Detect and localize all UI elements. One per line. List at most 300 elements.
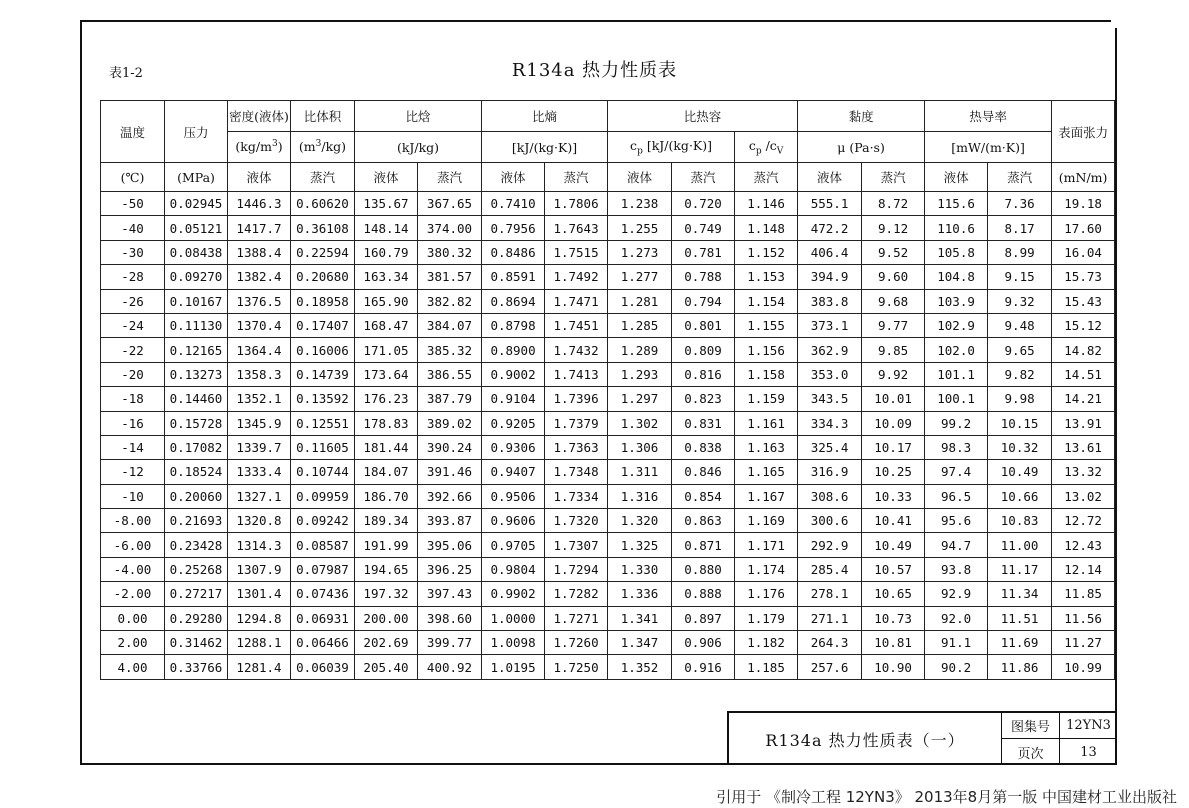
page-title: R134a 热力性质表 [511, 60, 678, 81]
table-cell: 0.00 [101, 606, 165, 630]
table-cell: 14.21 [1052, 387, 1115, 411]
table-cell: 1.152 [735, 240, 798, 264]
table-row [101, 509, 1115, 533]
table-cell: 1.311 [608, 460, 672, 484]
table-cell: 0.18958 [291, 289, 355, 313]
table-cell: 1.7471 [545, 289, 608, 313]
atlas-number-label: 图集号 [1002, 713, 1060, 739]
table-cell: 1.7250 [545, 655, 608, 679]
table-row [101, 192, 1115, 216]
table-cell: 9.48 [988, 313, 1052, 337]
table-cell: 1.238 [608, 192, 672, 216]
table-cell: 0.823 [672, 387, 735, 411]
table-cell: 148.14 [355, 216, 418, 240]
table-cell: 1.171 [735, 533, 798, 557]
table-cell: 97.4 [925, 460, 988, 484]
table-cell: 0.13273 [165, 362, 228, 386]
table-cell: 1.7379 [545, 411, 608, 435]
table-row [101, 265, 1115, 289]
table-cell: 406.4 [798, 240, 862, 264]
table-cell: 0.9506 [482, 484, 545, 508]
table-cell: 205.40 [355, 655, 418, 679]
table-cell: 13.02 [1052, 484, 1115, 508]
table-cell: 94.7 [925, 533, 988, 557]
table-row [101, 435, 1115, 459]
table-cell: 189.34 [355, 509, 418, 533]
conductivity-unit: [mW/(m·K)] [925, 132, 1052, 163]
table-cell: 9.32 [988, 289, 1052, 313]
table-cell: 1327.1 [228, 484, 291, 508]
table-cell: 0.02945 [165, 192, 228, 216]
table-cell: 9.85 [862, 338, 925, 362]
table-cell: 1294.8 [228, 606, 291, 630]
table-cell: 191.99 [355, 533, 418, 557]
table-cell: 1.293 [608, 362, 672, 386]
table-cell: 1352.1 [228, 387, 291, 411]
table-cell: 10.49 [988, 460, 1052, 484]
table-cell: 1.153 [735, 265, 798, 289]
table-cell: 0.9407 [482, 460, 545, 484]
table-cell: 0.36108 [291, 216, 355, 240]
table-cell: 0.9902 [482, 582, 545, 606]
table-cell: 374.00 [418, 216, 482, 240]
table-cell: 0.8900 [482, 338, 545, 362]
table-cell: 1288.1 [228, 631, 291, 655]
table-cell: 10.73 [862, 606, 925, 630]
table-cell: 0.22594 [291, 240, 355, 264]
table-cell: 16.04 [1052, 240, 1115, 264]
table-cell: 1.316 [608, 484, 672, 508]
table-cell: 343.5 [798, 387, 862, 411]
table-cell: 9.12 [862, 216, 925, 240]
table-cell: 1333.4 [228, 460, 291, 484]
table-cell: 0.9606 [482, 509, 545, 533]
table-cell: 1.7334 [545, 484, 608, 508]
table-cell: 1.302 [608, 411, 672, 435]
table-cell: 0.31462 [165, 631, 228, 655]
table-cell: 1.320 [608, 509, 672, 533]
table-cell: 1.255 [608, 216, 672, 240]
table-cell: 93.8 [925, 557, 988, 581]
table-cell: 1320.8 [228, 509, 291, 533]
table-row [101, 338, 1115, 362]
table-cell: 1281.4 [228, 655, 291, 679]
density-unit: $(kg/m^3)$ [228, 132, 291, 163]
table-cell: 381.57 [418, 265, 482, 289]
table-header [101, 101, 1115, 192]
table-cell: 1.7515 [545, 240, 608, 264]
cp-cv-vapor: 蒸汽 [735, 163, 798, 192]
table-cell: 0.8798 [482, 313, 545, 337]
header-specific-heat: 比热容 [608, 101, 798, 132]
table-cell: 308.6 [798, 484, 862, 508]
table-cell: 1345.9 [228, 411, 291, 435]
viscosity-liquid: 液体 [798, 163, 862, 192]
header-conductivity: 热导率 [925, 101, 1052, 132]
table-cell: 0.06931 [291, 606, 355, 630]
table-cell: 8.72 [862, 192, 925, 216]
table-cell: 9.82 [988, 362, 1052, 386]
table-cell: 1364.4 [228, 338, 291, 362]
table-cell: 325.4 [798, 435, 862, 459]
entropy-unit: [kJ/(kg·K)] [482, 132, 608, 163]
entropy-liquid: 液体 [482, 163, 545, 192]
table-cell: 398.60 [418, 606, 482, 630]
table-cell: 285.4 [798, 557, 862, 581]
table-cell: 0.05121 [165, 216, 228, 240]
table-cell: 0.8694 [482, 289, 545, 313]
table-cell: 9.52 [862, 240, 925, 264]
table-cell: 0.801 [672, 313, 735, 337]
table-cell: 10.83 [988, 509, 1052, 533]
table-cell: 176.23 [355, 387, 418, 411]
table-cell: 1.174 [735, 557, 798, 581]
table-cell: 11.27 [1052, 631, 1115, 655]
table-cell: -50 [101, 192, 165, 216]
header-density: 密度(液体) [228, 101, 291, 132]
table-cell: 9.60 [862, 265, 925, 289]
table-cell: 0.888 [672, 582, 735, 606]
table-cell: 1.7320 [545, 509, 608, 533]
page-number-label: 页次 [1002, 739, 1060, 765]
table-cell: 1.155 [735, 313, 798, 337]
table-cell: 386.55 [418, 362, 482, 386]
header-viscosity: 黏度 [798, 101, 925, 132]
table-cell: 1370.4 [228, 313, 291, 337]
table-cell: 194.65 [355, 557, 418, 581]
table-cell: 0.8591 [482, 265, 545, 289]
table-cell: 90.2 [925, 655, 988, 679]
frame-corner-cut [1111, 20, 1121, 28]
table-cell: 0.7956 [482, 216, 545, 240]
table-cell: 7.36 [988, 192, 1052, 216]
table-cell: 0.11605 [291, 435, 355, 459]
table-cell: 555.1 [798, 192, 862, 216]
table-cell: 10.01 [862, 387, 925, 411]
table-cell: 110.6 [925, 216, 988, 240]
table-cell: 0.23428 [165, 533, 228, 557]
table-cell: 115.6 [925, 192, 988, 216]
table-cell: 0.12165 [165, 338, 228, 362]
table-cell: 9.68 [862, 289, 925, 313]
table-cell: 0.9804 [482, 557, 545, 581]
table-cell: 0.816 [672, 362, 735, 386]
table-cell: 12.43 [1052, 533, 1115, 557]
table-cell: 353.0 [798, 362, 862, 386]
table-cell: 100.1 [925, 387, 988, 411]
table-cell: 14.51 [1052, 362, 1115, 386]
table-cell: -24 [101, 313, 165, 337]
table-cell: 1.7307 [545, 533, 608, 557]
cp-liquid: 液体 [608, 163, 672, 192]
table-cell: 184.07 [355, 460, 418, 484]
table-cell: 163.34 [355, 265, 418, 289]
header-entropy: 比熵 [482, 101, 608, 132]
table-cell: 8.99 [988, 240, 1052, 264]
table-cell: -4.00 [101, 557, 165, 581]
properties-table [100, 100, 1115, 680]
table-cell: 1358.3 [228, 362, 291, 386]
table-row [101, 411, 1115, 435]
table-cell: 11.86 [988, 655, 1052, 679]
table-cell: 0.749 [672, 216, 735, 240]
table-cell: 9.77 [862, 313, 925, 337]
table-cell: 1.159 [735, 387, 798, 411]
table-cell: 0.13592 [291, 387, 355, 411]
table-cell: 0.09959 [291, 484, 355, 508]
table-cell: 367.65 [418, 192, 482, 216]
table-cell: 1.289 [608, 338, 672, 362]
table-cell: 1.169 [735, 509, 798, 533]
table-cell: 0.33766 [165, 655, 228, 679]
table-cell: 10.57 [862, 557, 925, 581]
table-cell: 0.720 [672, 192, 735, 216]
table-cell: -8.00 [101, 509, 165, 533]
table-cell: 10.90 [862, 655, 925, 679]
table-cell: 0.25268 [165, 557, 228, 581]
table-cell: 9.15 [988, 265, 1052, 289]
table-cell: 11.56 [1052, 606, 1115, 630]
table-cell: 10.25 [862, 460, 925, 484]
table-cell: 292.9 [798, 533, 862, 557]
surface-tension-unit: (mN/m) [1052, 163, 1115, 192]
table-cell: 278.1 [798, 582, 862, 606]
table-cell: 11.17 [988, 557, 1052, 581]
table-cell: 165.90 [355, 289, 418, 313]
table-row [101, 313, 1115, 337]
table-cell: 1.158 [735, 362, 798, 386]
table-cell: 1.176 [735, 582, 798, 606]
table-cell: 15.43 [1052, 289, 1115, 313]
table-cell: 171.05 [355, 338, 418, 362]
table-cell: 0.29280 [165, 606, 228, 630]
table-row [101, 606, 1115, 630]
table-cell: 95.6 [925, 509, 988, 533]
header-temperature: 温度 [101, 101, 165, 163]
table-cell: 1339.7 [228, 435, 291, 459]
table-cell: 1.7432 [545, 338, 608, 362]
table-cell: 98.3 [925, 435, 988, 459]
table-cell: 1.7451 [545, 313, 608, 337]
table-cell: 1.148 [735, 216, 798, 240]
table-cell: 1382.4 [228, 265, 291, 289]
density-phase: 液体 [228, 163, 291, 192]
cp-unit-text: [kJ/(kg·K)] [646, 137, 713, 153]
table-cell: 334.3 [798, 411, 862, 435]
table-cell: 10.65 [862, 582, 925, 606]
table-cell: 1.0000 [482, 606, 545, 630]
table-cell: 399.77 [418, 631, 482, 655]
table-cell: 380.32 [418, 240, 482, 264]
table-cell: 10.09 [862, 411, 925, 435]
viscosity-unit: μ (Pa·s) [798, 132, 925, 163]
table-cell: 0.16006 [291, 338, 355, 362]
table-cell: 11.51 [988, 606, 1052, 630]
table-cell: 1388.4 [228, 240, 291, 264]
table-cell: 1.0195 [482, 655, 545, 679]
table-cell: 160.79 [355, 240, 418, 264]
table-cell: 9.65 [988, 338, 1052, 362]
table-cell: 390.24 [418, 435, 482, 459]
table-cell: 186.70 [355, 484, 418, 508]
table-cell: 0.17082 [165, 435, 228, 459]
table-cell: 1.161 [735, 411, 798, 435]
table-cell: 1.330 [608, 557, 672, 581]
table-cell: -28 [101, 265, 165, 289]
table-cell: 0.21693 [165, 509, 228, 533]
table-cell: 1.154 [735, 289, 798, 313]
table-cell: -14 [101, 435, 165, 459]
table-cell: 103.9 [925, 289, 988, 313]
table-cell: 362.9 [798, 338, 862, 362]
table-cell: 1.7492 [545, 265, 608, 289]
conductivity-liquid: 液体 [925, 163, 988, 192]
enthalpy-liquid: 液体 [355, 163, 418, 192]
atlas-number-value: 12YN3 [1060, 713, 1117, 739]
table-cell: 1417.7 [228, 216, 291, 240]
table-cell: 400.92 [418, 655, 482, 679]
table-cell: 10.15 [988, 411, 1052, 435]
table-cell: 0.9205 [482, 411, 545, 435]
header-specific-volume: 比体积 [291, 101, 355, 132]
table-cell: 1.306 [608, 435, 672, 459]
table-cell: 105.8 [925, 240, 988, 264]
table-cell: 10.33 [862, 484, 925, 508]
table-cell: 0.17407 [291, 313, 355, 337]
table-cell: 13.32 [1052, 460, 1115, 484]
table-cell: 104.8 [925, 265, 988, 289]
table-row [101, 655, 1115, 679]
table-cell: 472.2 [798, 216, 862, 240]
table-cell: 0.06039 [291, 655, 355, 679]
table-cell: 1.336 [608, 582, 672, 606]
table-cell: 15.12 [1052, 313, 1115, 337]
table-cell: 0.14460 [165, 387, 228, 411]
table-cell: 1.341 [608, 606, 672, 630]
table-cell: 396.25 [418, 557, 482, 581]
table-cell: -40 [101, 216, 165, 240]
table-row [101, 387, 1115, 411]
table-body [101, 192, 1115, 680]
table-cell: 397.43 [418, 582, 482, 606]
table-cell: 373.1 [798, 313, 862, 337]
table-cell: 0.07436 [291, 582, 355, 606]
table-row [101, 289, 1115, 313]
table-cell: 1.7282 [545, 582, 608, 606]
table-cell: 0.863 [672, 509, 735, 533]
table-cell: 0.8486 [482, 240, 545, 264]
table-cell: 1307.9 [228, 557, 291, 581]
table-cell: 0.9306 [482, 435, 545, 459]
table-cell: 0.831 [672, 411, 735, 435]
table-cell: 0.9705 [482, 533, 545, 557]
table-cell: 1.146 [735, 192, 798, 216]
table-cell: -2.00 [101, 582, 165, 606]
table-cell: 1.185 [735, 655, 798, 679]
pressure-unit: (MPa) [165, 163, 228, 192]
table-cell: 384.07 [418, 313, 482, 337]
table-cell: 0.838 [672, 435, 735, 459]
table-cell: 96.5 [925, 484, 988, 508]
table-cell: 392.66 [418, 484, 482, 508]
table-cell: 300.6 [798, 509, 862, 533]
table-cell: 1.0098 [482, 631, 545, 655]
table-cell: 1.297 [608, 387, 672, 411]
table-cell: 197.32 [355, 582, 418, 606]
specific-volume-unit: $(m^3/kg)$ [291, 132, 355, 163]
table-cell: 135.67 [355, 192, 418, 216]
table-cell: 0.15728 [165, 411, 228, 435]
cp-unit: $c_p$ [kJ/(kg·K)] [608, 132, 735, 163]
table-cell: 316.9 [798, 460, 862, 484]
table-cell: 92.0 [925, 606, 988, 630]
table-cell: 9.92 [862, 362, 925, 386]
cp-vapor: 蒸汽 [672, 163, 735, 192]
table-cell: 1.352 [608, 655, 672, 679]
source-citation: 引用于 《制冷工程 12YN3》 2013年8月第一版 中国建材工业出版社 [716, 788, 1177, 806]
table-cell: 10.81 [862, 631, 925, 655]
table-cell: 1.281 [608, 289, 672, 313]
title-block-title: R134a 热力性质表（一） [729, 713, 1002, 765]
table-cell: 0.20680 [291, 265, 355, 289]
table-cell: 257.6 [798, 655, 862, 679]
table-cell: 0.09242 [291, 509, 355, 533]
table-cell: 393.87 [418, 509, 482, 533]
table-cell: 0.11130 [165, 313, 228, 337]
table-cell: 1.7271 [545, 606, 608, 630]
table-cell: 2.00 [101, 631, 165, 655]
table-cell: 1.277 [608, 265, 672, 289]
table-cell: -22 [101, 338, 165, 362]
table-cell: 387.79 [418, 387, 482, 411]
cp-cv-ratio: $c_p$ $/c_V$ [735, 132, 798, 163]
table-cell: 1301.4 [228, 582, 291, 606]
table-cell: 0.14739 [291, 362, 355, 386]
table-cell: 99.2 [925, 411, 988, 435]
table-cell: 181.44 [355, 435, 418, 459]
table-cell: 0.809 [672, 338, 735, 362]
table-cell: 0.60620 [291, 192, 355, 216]
table-cell: 1446.3 [228, 192, 291, 216]
table-cell: 0.27217 [165, 582, 228, 606]
table-row [101, 533, 1115, 557]
enthalpy-vapor: 蒸汽 [418, 163, 482, 192]
table-cell: 0.10167 [165, 289, 228, 313]
table-cell: 0.10744 [291, 460, 355, 484]
header-enthalpy: 比焓 [355, 101, 482, 132]
table-cell: 11.34 [988, 582, 1052, 606]
table-cell: 385.32 [418, 338, 482, 362]
table-cell: -12 [101, 460, 165, 484]
table-cell: 1.325 [608, 533, 672, 557]
table-cell: 0.12551 [291, 411, 355, 435]
table-cell: 1.7396 [545, 387, 608, 411]
table-cell: 10.41 [862, 509, 925, 533]
table-cell: 11.85 [1052, 582, 1115, 606]
table-row [101, 216, 1115, 240]
table-cell: 10.17 [862, 435, 925, 459]
table-cell: 1.285 [608, 313, 672, 337]
table-cell: 0.06466 [291, 631, 355, 655]
table-cell: 202.69 [355, 631, 418, 655]
table-cell: 11.69 [988, 631, 1052, 655]
table-cell: 4.00 [101, 655, 165, 679]
table-cell: 91.1 [925, 631, 988, 655]
table-cell: 1.7260 [545, 631, 608, 655]
header-pressure: 压力 [165, 101, 228, 163]
table-cell: 10.99 [1052, 655, 1115, 679]
table-cell: 0.7410 [482, 192, 545, 216]
